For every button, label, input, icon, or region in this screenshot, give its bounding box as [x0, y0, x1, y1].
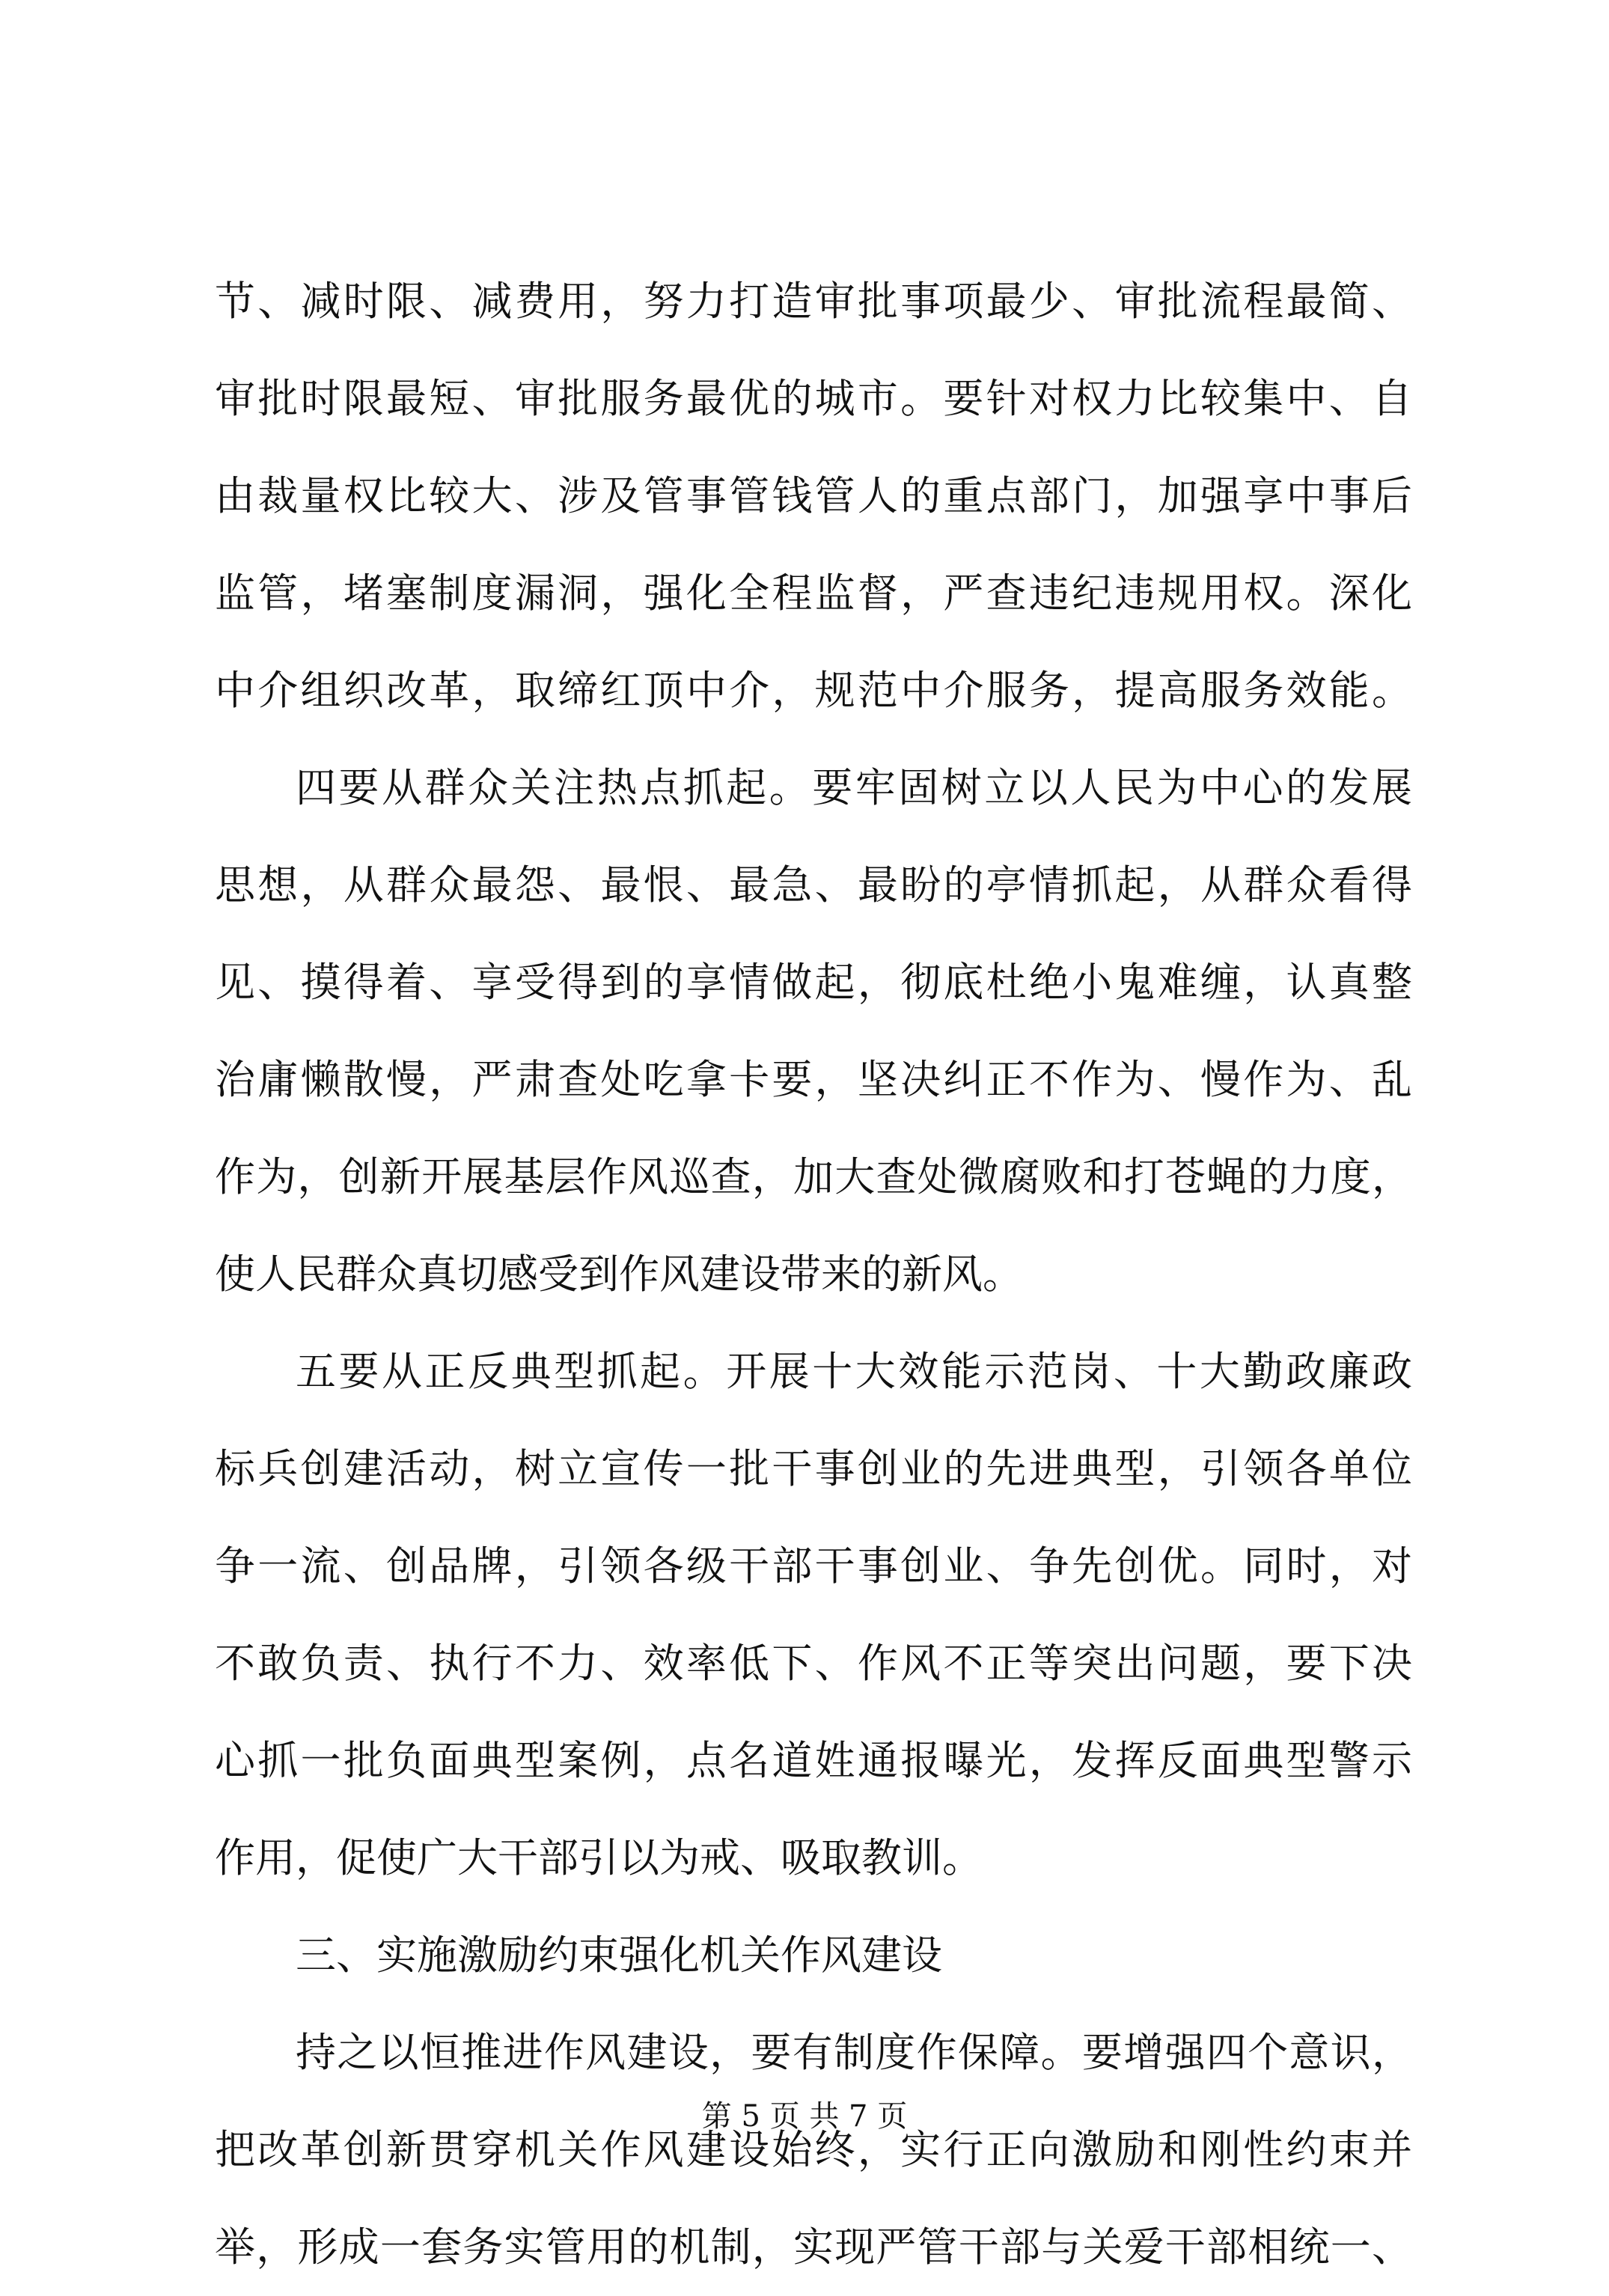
text-line-10: 作为，创新开展基层作风巡查，加大查处微腐败和打苍蝇的力度，: [215, 1153, 1412, 1200]
text-line-13: 标兵创建活动，树立宣传一批干事创业的先进典型，引领各单位: [215, 1445, 1412, 1492]
text-line-20: 把改革创新贯穿机关作风建设始终，实行正向激励和刚性约束并: [215, 2126, 1412, 2173]
text-line-4: 监管，堵塞制度漏洞，强化全程监督，严查违纪违规用权。深化: [215, 570, 1412, 617]
paragraph-6-line-1: 持之以恒推进作风建设，要有制度作保障。要增强四个意识，: [296, 2029, 1412, 2076]
text-line-14: 争一流、创品牌，引领各级干部干事创业、争先创优。同时，对: [215, 1542, 1412, 1590]
paragraph-4-line-1: 四要从群众关注热点抓起。要牢固树立以人民为中心的发展: [296, 764, 1412, 811]
text-line-21: 举，形成一套务实管用的机制，实现严管干部与关爱干部相统一、: [215, 2223, 1412, 2271]
text-line-5: 中介组织改革，取缔红顶中介，规范中介服务，提高服务效能。: [215, 667, 1412, 714]
text-line-15: 不敢负责、执行不力、效率低下、作风不正等突出问题，要下决: [215, 1640, 1412, 1687]
text-line-8: 见、摸得着、享受得到的享情做起，彻底杜绝小鬼难缠，认真整: [215, 959, 1412, 1006]
document-body: [215, 253, 1412, 2296]
text-line-9: 治庸懒散慢，严肃查处吃拿卡要，坚决纠正不作为、慢作为、乱: [215, 1056, 1412, 1103]
text-line-17: 作用，促使广大干部引以为戒、吸取教训。: [215, 1834, 983, 1881]
page-number-footer: 第 5 页 共 7 页: [701, 2099, 908, 2134]
text-line-1: 节、减时限、减费用，努力打造审批事项最少、审批流程最简、: [215, 278, 1412, 325]
section-heading-3: 三、实施激励约束强化机关作风建设: [296, 1932, 942, 1979]
text-line-7: 思想，从群众最怨、最恨、最急、最盼的亭情抓起，从群众看得: [215, 861, 1412, 909]
text-line-16: 心抓一批负面典型案例，点名道姓通报曝光，发挥反面典型警示: [215, 1737, 1412, 1784]
text-line-3: 由裁量权比较大、涉及管事管钱管人的重点部门，加强享中事后: [215, 472, 1412, 519]
text-line-11: 使人民群众真切感受到作风建设带来的新风。: [215, 1251, 1023, 1298]
text-line-2: 审批时限最短、审批服务最优的城市。要针对权力比较集中、自: [215, 375, 1412, 422]
paragraph-5-line-1: 五要从正反典型抓起。开展十大效能示范岗、十大勤政廉政: [296, 1348, 1412, 1395]
